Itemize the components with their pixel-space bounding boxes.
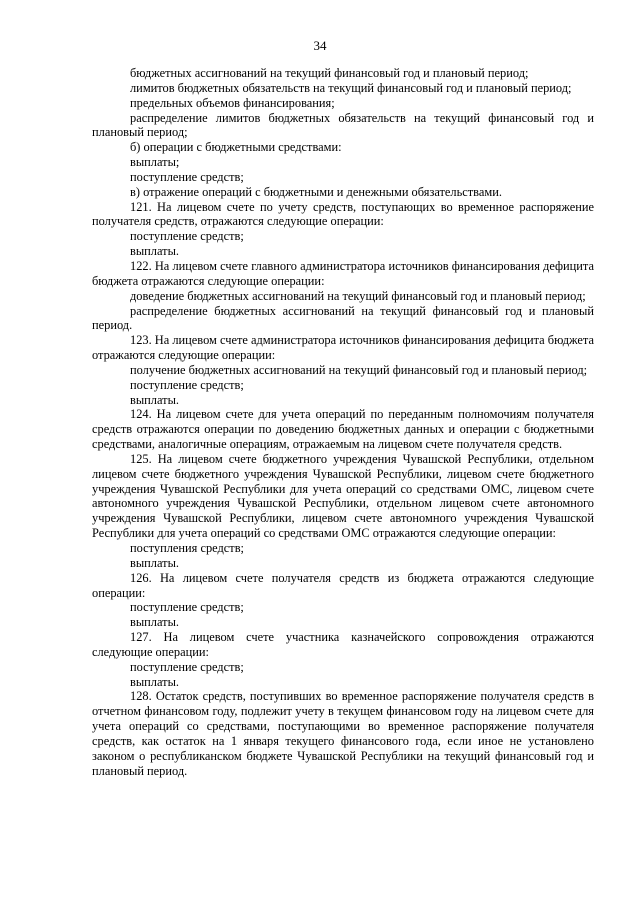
document-body xyxy=(92,66,594,779)
paragraph: выплаты. xyxy=(130,674,180,689)
paragraph: 121. На лицевом счете по учету средств, поступающих во временное распоряжение получателя средств, отражаются следующие операции: xyxy=(92,199,594,229)
paragraph: распределение бюджетных ассигнований на текущий финансовый год и плановый период. xyxy=(92,303,594,333)
paragraph: доведение бюджетных ассигнований на текущий финансовый год и плановый период; xyxy=(130,288,586,303)
paragraph: поступления средств; xyxy=(130,541,244,555)
paragraph: бюджетных ассигнований на текущий финансовый год и плановый период; xyxy=(130,66,529,80)
paragraph: поступление средств; xyxy=(130,600,244,615)
paragraph: выплаты. xyxy=(130,244,180,259)
paragraph: получение бюджетных ассигнований на текущий финансовый год и плановый период; xyxy=(130,362,588,377)
paragraph: б) операции с бюджетными средствами: xyxy=(130,140,342,155)
paragraph: выплаты; xyxy=(130,155,180,170)
paragraph: поступление средств; xyxy=(130,659,244,674)
page-number: 34 xyxy=(313,38,327,53)
paragraph: выплаты. xyxy=(130,392,180,407)
paragraph: поступление средств; xyxy=(130,169,244,184)
paragraph: 128. Остаток средств, поступивших во временное распоряжение получателя средств в отчетном финансовом году, подлежит учету в текущем финансовом году на лицевом счете для учета операций со средствами, поступающими во временное распоряжение получателя средств, как остаток на 1 января текущего финансового года, если иное не установлено законом о республиканском бюджете Чувашской Республики на текущий финансовый год и плановый период. xyxy=(92,689,594,778)
paragraph: в) отражение операций с бюджетными и денежными обязательствами. xyxy=(130,184,502,199)
paragraph: 126. На лицевом счете получателя средств из бюджета отражаются следующие операции: xyxy=(92,570,594,600)
paragraph: поступление средств; xyxy=(130,229,244,244)
paragraph: 124. На лицевом счете для учета операций по переданным полномочиям получателя средств отражаются операции по доведению бюджетных данных и операции с бюджетными средствами, аналогичные операциям, отражаемым на лицевом счете получателя средств. xyxy=(92,407,594,452)
paragraph: выплаты. xyxy=(130,615,180,630)
paragraph: лимитов бюджетных обязательств на текущий финансовый год и плановый период; xyxy=(130,80,572,95)
paragraph: 125. На лицевом счете бюджетного учреждения Чувашской Республики, отдельном лицевом счете бюджетного учреждения Чувашской Республики, лицевом счете бюджетного учреждения Чувашской Республики для учета операций со средствами ОМС, лицевом счете автономного учреждения Чувашской Республики, отдельном лицевом счете автономного учреждения Чувашской Республики, лицевом счете автономного учреждения Чувашской Республики для учета операций со средствами ОМС отражаются следующие операции: xyxy=(92,451,594,541)
paragraph: 122. На лицевом счете главного администратора источников финансирования дефицита бюджета отражаются следующие операции: xyxy=(92,258,594,288)
paragraph: распределение лимитов бюджетных обязательств на текущий финансовый год и плановый период; xyxy=(92,110,594,140)
paragraph: поступление средств; xyxy=(130,377,244,392)
paragraph: 123. На лицевом счете администратора источников финансирования дефицита бюджета отражаются следующие операции: xyxy=(92,333,594,363)
paragraph: предельных объемов финансирования; xyxy=(130,95,335,110)
paragraph: 127. На лицевом счете участника казначейского сопровождения отражаются следующие операции: xyxy=(92,630,594,659)
paragraph: выплаты. xyxy=(130,555,180,570)
